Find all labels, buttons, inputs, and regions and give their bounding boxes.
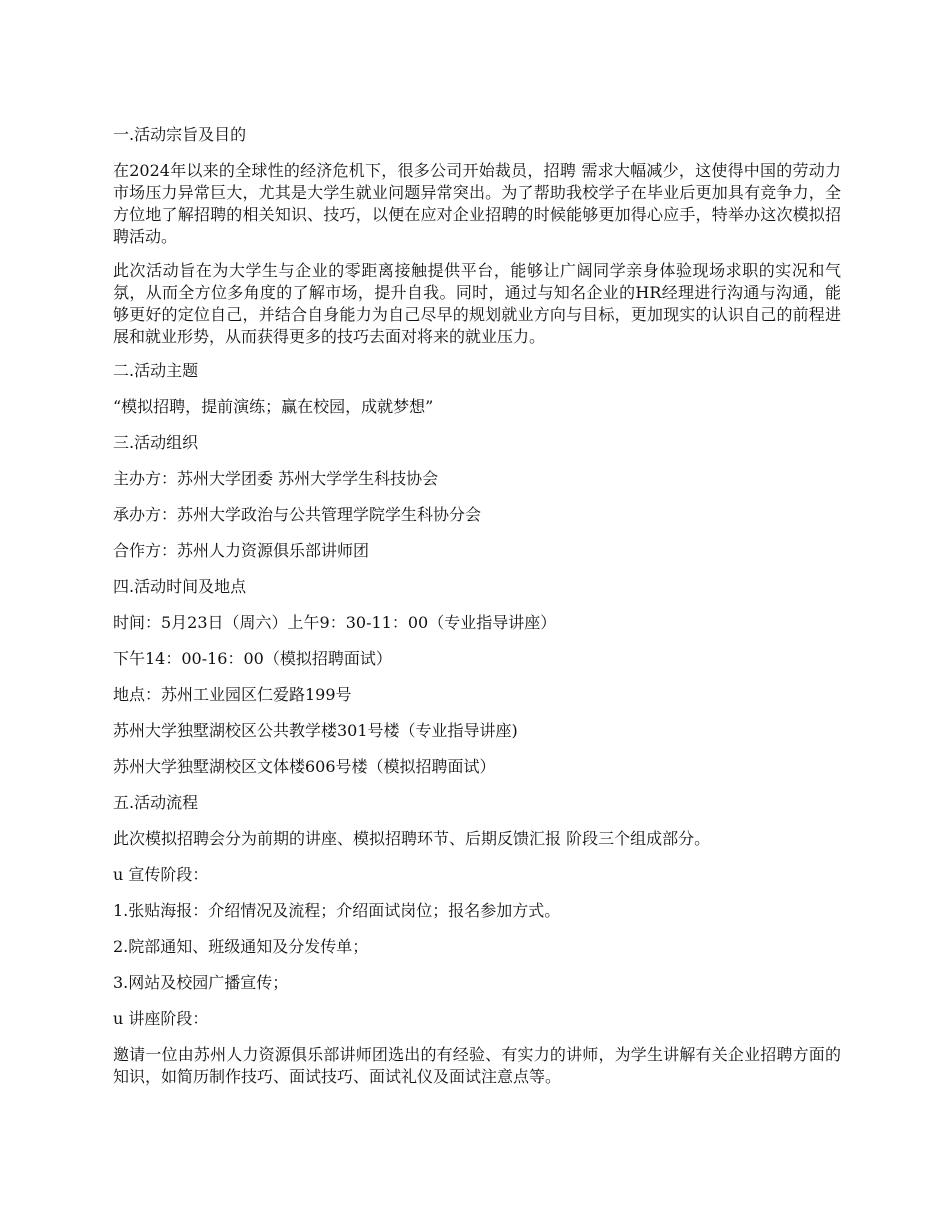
time-afternoon-line: 下午14：00-16：00（模拟招聘面试） (113, 649, 392, 668)
stage-lecture-heading: u 讲座阶段： (113, 1009, 209, 1028)
section-heading-organization: 三.活动组织 (113, 433, 199, 452)
stage-publicity-heading: u 宣传阶段： (113, 865, 209, 884)
section-heading-process: 五.活动流程 (113, 793, 199, 812)
process-overview: 此次模拟招聘会分为前期的讲座、模拟招聘环节、后期反馈汇报 阶段三个组成部分。 (113, 829, 711, 848)
time-morning-line: 时间：5月23日（周六）上午9：30-11：00（专业指导讲座） (113, 613, 557, 632)
publicity-item-3: 3.网站及校园广播宣传； (113, 973, 289, 992)
theme-slogan: “模拟招聘，提前演练；赢在校园，成就梦想” (113, 397, 434, 416)
partner-line: 合作方：苏州人力资源俱乐部讲师团 (113, 541, 370, 560)
publicity-item-2: 2.院部通知、班级通知及分发传单； (113, 937, 369, 956)
section-heading-theme: 二.活动主题 (113, 361, 199, 380)
document-page (113, 124, 841, 1100)
paragraph-aim: 此次活动旨在为大学生与企业的零距离接触提供平台，能够让广阔同学亲身体验现场求职的实况和气氛，从而全方位多角度的了解市场，提升自我。同时，通过与知名企业的HR经理进行沟通与沟通，能够更好的定位自己，并结合自身能力为自己尽早的规划就业方向与目标，更加现实的认识自己的前程进展和就业形势，从而获得更多的技巧去面对将来的就业压力。 (113, 261, 841, 346)
organizer-line: 主办方：苏州大学团委 苏州大学学生科技协会 (113, 469, 439, 488)
paragraph-background: 在2024年以来的全球性的经济危机下，很多公司开始裁员，招聘 需求大幅减少，这使得中国的劳动力市场压力异常巨大，尤其是大学生就业问题异常突出。为了帮助我校学子在毕业后更加具有竞争力，全方位地了解招聘的相关知识、技巧，以便在应对企业招聘的时候能够更加得心应手，特举办这次模拟招聘活动。 (113, 161, 841, 246)
undertaker-line: 承办方：苏州大学政治与公共管理学院学生科协分会 (113, 505, 482, 524)
place-address-line: 地点：苏州工业园区仁爱路199号 (113, 685, 352, 704)
place-lecture-line: 苏州大学独墅湖校区公共教学楼301号楼（专业指导讲座) (113, 721, 518, 740)
section-heading-purpose: 一.活动宗旨及目的 (113, 125, 247, 144)
publicity-item-1: 1.张贴海报：介绍情况及流程；介绍面试岗位；报名参加方式。 (113, 901, 561, 920)
section-heading-time-place: 四.活动时间及地点 (113, 577, 247, 596)
place-interview-line: 苏州大学独墅湖校区文体楼606号楼（模拟招聘面试） (113, 757, 496, 776)
lecture-description: 邀请一位由苏州人力资源俱乐部讲师团选出的有经验、有实力的讲师，为学生讲解有关企业招聘方面的知识，如简历制作技巧、面试技巧、面试礼仪及面试注意点等。 (113, 1045, 841, 1086)
